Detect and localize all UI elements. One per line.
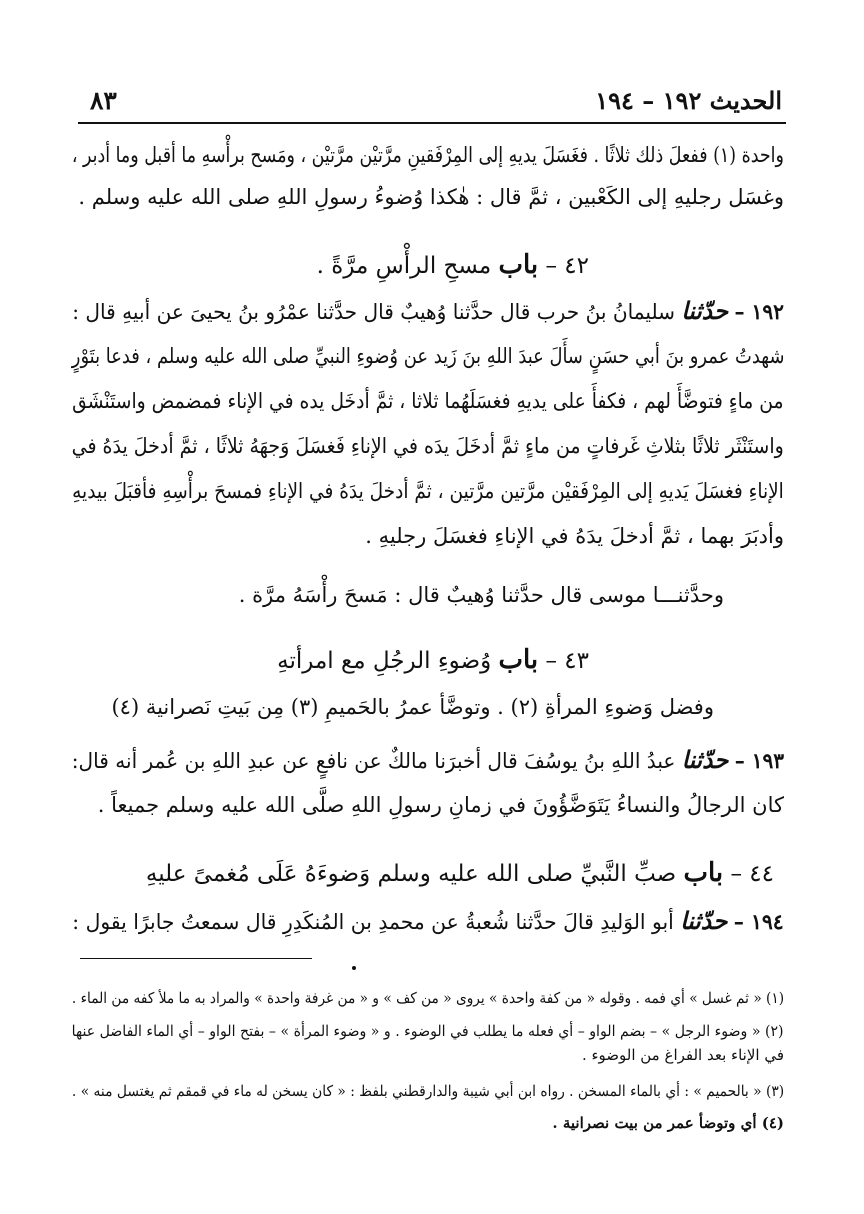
- hadith-first-line: [72, 745, 784, 776]
- header-rule: [78, 122, 786, 124]
- haddathana-word: حدّثنا: [681, 745, 729, 774]
- variant-line: وحدَّثنـــا موسى قال حدَّثنا وُهيبٌ قال : مَسحَ رأْسَهُ مرَّة .: [238, 583, 724, 607]
- hadith-text: سليمانُ بنُ حرب قال حدَّثنا وُهيبٌ قال حدَّثنا عمْرُو بنُ يحيىَ عن أبيهِ قال :: [72, 300, 676, 324]
- hadith-text: أبو الوَليدِ قالَ حدَّثنا شُعبةُ عن محمدِ بن المُنكَدِرِ قال سمعتُ جابرًا يقول :: [72, 910, 675, 934]
- separator-dot: [352, 966, 356, 970]
- chapter-heading: [317, 250, 589, 280]
- chapter-bab: باب: [498, 250, 539, 280]
- hadith-number: ١٩٢ –: [734, 299, 784, 324]
- chapter-title: صبِّ النَّبيِّ صلى الله عليه وسلم وَضوءَهُ عَلَى مُغمىً عليهِ: [145, 861, 677, 887]
- chapter-heading: [277, 645, 589, 675]
- chapter-bab: باب: [498, 645, 539, 675]
- chapter-title: وُضوءِ الرجُلِ مع امرأتهِ: [277, 648, 492, 674]
- text-line: وغسَل رجليهِ إلى الكَعْبين ، ثمَّ قال : هٰكذا وُضوءُ رسولِ اللهِ صلى الله عليه وسلم .: [78, 185, 784, 209]
- text-line: واحدة (١) ففعلَ ذلك ثلاثًا . فغَسَلَ يديهِ إلى المِرْفَقينِ مرَّتيْن مرَّتيْن ، ومَسح برأْسهِ ما أقبل وما أدبر ،: [71, 143, 784, 167]
- text-line: من ماءٍ فتوضَّأَ لهم ، فكفأَ على يديهِ فغسَلَهُما ثلاثا ، ثمَّ أدخَل يده في الإناء فمضمض واستَنْشَق: [72, 389, 784, 413]
- haddathana-word: حدّثنا: [681, 296, 729, 325]
- footnote: (٢) « وضوء الرجل » – بضم الواو – أي فعله ما يطلب في الوضوء . و « وضوء المرأة » – بفتح الواو – أي الماء الفاضل عنها: [72, 1022, 784, 1040]
- footnote: في الإناء بعد الفراغ من الوضوء .: [581, 1046, 784, 1064]
- chapter-number: ٤٤ –: [730, 861, 774, 887]
- page-header-title: الحديث ١٩٢ – ١٩٤: [595, 86, 782, 115]
- footnote: (١) « ثم غسل » أي فمه . وقوله « من كفة واحدة » يروى « من كف » و « من غرفة واحدة » والمراد به ما ملأ كفه من الماء .: [71, 989, 784, 1007]
- haddathana-word: حدّثنا: [680, 906, 728, 935]
- text-line: الإناءِ فغسَلَ يَديهِ إلى المِرْفَقيْن مرَّتين مرَّتين ، ثمَّ أدخلَ يدَهُ في الإناءِ فمسحَ برأْسِهِ فأقبَلَ بيديهِ: [72, 479, 784, 503]
- text-line: شهدتُ عمرو بنَ أبي حسَنٍ سأَلَ عبدَ اللهِ بنَ زَيد عن وُضوءِ النبيِّ صلى الله عليه وسلم ، فدعا بتَوْرٍ: [71, 344, 784, 368]
- footnote-rule: [80, 958, 312, 959]
- text-line: واستَنْثَر ثلاثًا بثلاثِ غَرفاتٍ من ماءٍ ثمَّ أدخَلَ يدَه في الإناءِ فَغسَلَ وَجهَهُ ثلاثًا ، ثمَّ أدخلَ يدَهُ في: [71, 434, 784, 458]
- footnote: (٣) « بالحميم » : أي بالماء المسخن . رواه ابن أبي شيبة والدارقطني بلفظ : « كان يسخن له ماء في قمقم ثم يغتسل منه » .: [71, 1082, 784, 1100]
- hadith-number: ١٩٣ –: [734, 748, 784, 773]
- chapter-title: مسحِ الرأْسِ مرَّةً .: [316, 253, 492, 279]
- page-number: ٨٣: [90, 86, 117, 115]
- chapter-subtitle: وفضل وَضوءِ المرأةِ (٢) . وتوضَّأ عمرُ بالحَميمِ (٣) مِن بَيتِ نَصرانية (٤): [111, 695, 714, 719]
- hadith-text: عبدُ اللهِ بنُ يوسُفَ قال أخبرَنا مالكٌ عن نافعٍ عن عبدِ اللهِ بن عُمر أنه قال:: [71, 749, 676, 773]
- chapter-heading: [146, 858, 774, 888]
- text-line: وأدبَرَ بهما ، ثمَّ أدخلَ يدَهُ في الإناءِ فغسَلَ رجليهِ .: [365, 524, 784, 548]
- hadith-first-line: [72, 296, 784, 327]
- chapter-number: ٤٣ –: [545, 648, 589, 674]
- hadith-first-line: [73, 906, 784, 937]
- chapter-bab: باب: [683, 858, 724, 888]
- text-line: كان الرجالُ والنساءُ يَتَوَضَّؤُونَ في زمانِ رسولِ اللهِ صلَّى الله عليه وسلم جميعاً .: [97, 793, 784, 817]
- chapter-number: ٤٢ –: [545, 253, 589, 279]
- footnote: (٤) أي وتوضأ عمر من بيت نصرانية .: [552, 1114, 784, 1132]
- hadith-number: ١٩٤ –: [734, 909, 784, 934]
